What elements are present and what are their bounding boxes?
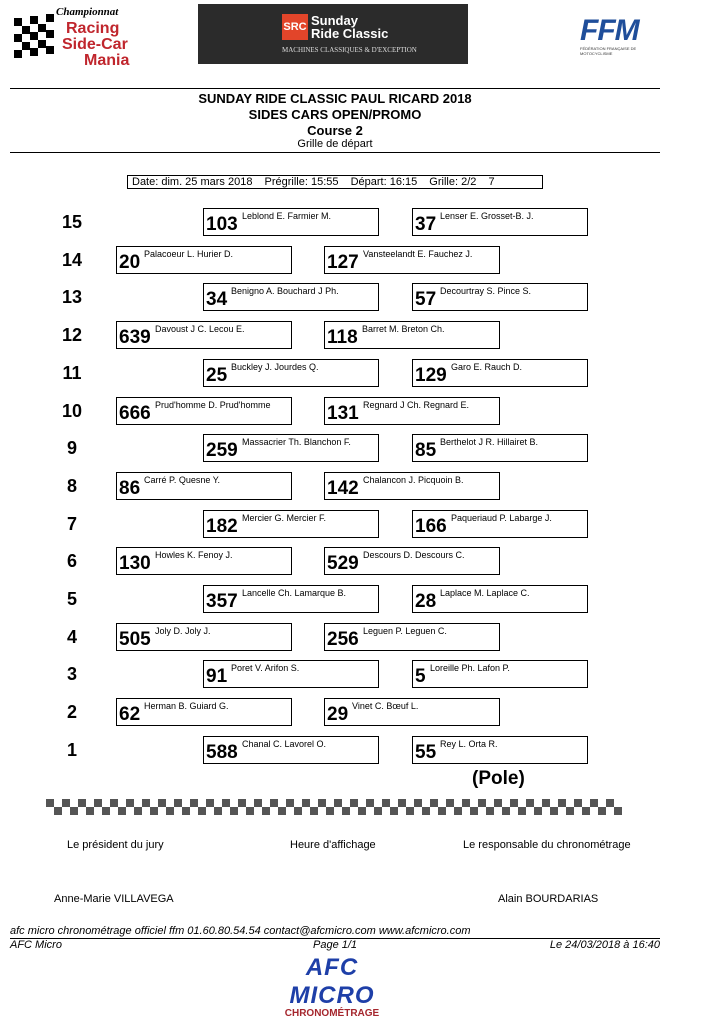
grid-slot-left	[116, 246, 292, 274]
pole-label: (Pole)	[472, 768, 525, 789]
checker-square	[286, 799, 294, 807]
checker-square	[590, 799, 598, 807]
checker-square	[198, 807, 206, 815]
race-number: 129	[415, 365, 447, 386]
crew-names: Descours D. Descours C.	[363, 550, 465, 560]
championnat-logo	[14, 6, 134, 68]
race-number: 103	[206, 214, 238, 235]
race-number: 37	[415, 214, 437, 235]
checker-square	[438, 807, 446, 815]
race-number: 29	[327, 704, 349, 725]
src-name-line2: Ride Classic	[311, 26, 389, 41]
grid-slot-left	[203, 359, 379, 387]
checker-square	[414, 799, 422, 807]
grid-slot-right	[412, 660, 588, 688]
checker-square	[174, 799, 182, 807]
race-number: 62	[119, 704, 141, 725]
info-depart: Départ: 16:15	[350, 176, 418, 188]
grid-slot-left	[203, 585, 379, 613]
grid-row-number: 7	[66, 514, 77, 534]
ffm-logo	[580, 14, 660, 54]
grid-slot-right	[324, 321, 500, 349]
grid-slot-right	[324, 397, 500, 425]
checker-square	[238, 799, 246, 807]
info-extra: 7	[488, 176, 495, 188]
checker-square	[470, 807, 478, 815]
race-number: 666	[119, 403, 151, 424]
checker-square	[350, 799, 358, 807]
checker-square	[478, 799, 486, 807]
race-number: 28	[415, 591, 437, 612]
race-number: 639	[119, 327, 151, 348]
checker-square	[158, 799, 166, 807]
race-number: 142	[327, 478, 359, 499]
afc-brand-sub: CHRONOMÉTRAGE	[284, 1008, 380, 1019]
checker-square	[566, 807, 574, 815]
sunday-ride-classic-logo	[198, 4, 468, 64]
grid-row-number: 4	[66, 627, 77, 647]
header-rule-bottom	[10, 152, 660, 153]
crew-names: Paqueriaud P. Labarge J.	[451, 513, 552, 523]
heure-label: Heure d'affichage	[290, 839, 376, 851]
header-rule-top	[10, 88, 660, 89]
footer-left: AFC Micro	[10, 939, 62, 951]
course-title: Course 2	[307, 123, 363, 138]
afc-brand: AFC MICRO	[289, 954, 375, 1009]
checker-square	[278, 807, 286, 815]
checker-square	[270, 799, 278, 807]
crew-names: Prud'homme D. Prud'homme	[155, 400, 271, 410]
info-date: Date: dim. 25 mars 2018	[132, 176, 253, 188]
grid-slot-right	[412, 510, 588, 538]
grid-subtitle: Grille de départ	[297, 138, 373, 150]
checker-square	[294, 807, 302, 815]
afc-micro-logo	[262, 954, 402, 1019]
checker-square	[430, 799, 438, 807]
grid-slot-left	[203, 434, 379, 462]
checker-square	[454, 807, 462, 815]
checker-square	[78, 799, 86, 807]
president-label: Le président du jury	[67, 839, 164, 851]
checker-square	[582, 807, 590, 815]
checker-square	[342, 807, 350, 815]
checker-square	[118, 807, 126, 815]
race-number: 256	[327, 629, 359, 650]
info-pregrille: Prégrille: 15:55	[264, 176, 339, 188]
race-number: 25	[206, 365, 228, 386]
crew-names: Leblond E. Farmier M.	[242, 211, 332, 221]
race-number: 85	[415, 440, 437, 461]
checker-square	[126, 799, 134, 807]
checker-square	[310, 807, 318, 815]
race-number: 182	[206, 516, 238, 537]
race-info-box	[127, 175, 543, 189]
crew-names: Davoust J C. Lecou E.	[155, 324, 245, 334]
crew-names: Vansteelandt E. Fauchez J.	[363, 249, 473, 259]
checker-square	[422, 807, 430, 815]
checker-square	[230, 807, 238, 815]
checker-square	[510, 799, 518, 807]
race-number: 505	[119, 629, 151, 650]
race-number: 20	[119, 252, 141, 273]
responsable-name: Alain BOURDARIAS	[498, 893, 599, 905]
logo-sidecar-text: Side-Car	[62, 36, 128, 53]
logo-mania-text: Mania	[84, 52, 130, 69]
grid-row-number: 10	[61, 401, 83, 421]
checker-square	[190, 799, 198, 807]
checker-square	[262, 807, 270, 815]
race-number: 166	[415, 516, 447, 537]
checker-square	[182, 807, 190, 815]
src-mark: SRC	[282, 14, 308, 40]
crew-names: Mercier G. Mercier F.	[242, 513, 327, 523]
category-title: SIDES CARS OPEN/PROMO	[248, 107, 422, 122]
grid-row-number: 8	[66, 476, 77, 496]
grid-slot-right	[412, 208, 588, 236]
checker-square	[222, 799, 230, 807]
checker-square	[534, 807, 542, 815]
src-name-line1: Sunday	[311, 13, 358, 28]
grid-slot-right	[324, 472, 500, 500]
checker-square	[358, 807, 366, 815]
crew-names: Howles K. Fenoy J.	[155, 550, 233, 560]
grid-slot-left	[116, 321, 292, 349]
grid-slot-left	[203, 510, 379, 538]
footer-date: Le 24/03/2018 à 16:40	[549, 939, 660, 951]
crew-names: Barret M. Breton Ch.	[362, 324, 445, 334]
crew-names: Palacoeur L. Hurier D.	[144, 249, 234, 259]
race-number: 259	[206, 440, 238, 461]
crew-names: Buckley J. Jourdes Q.	[231, 362, 319, 372]
checker-square	[150, 807, 158, 815]
checker-square	[494, 799, 502, 807]
grid-slot-left	[116, 698, 292, 726]
grid-slot-right	[412, 736, 588, 764]
grid-slot-left	[203, 283, 379, 311]
checker-square	[62, 799, 70, 807]
grid-slot-left	[116, 623, 292, 651]
grid-slot-right	[412, 585, 588, 613]
checker-square	[94, 799, 102, 807]
checker-square	[558, 799, 566, 807]
checkered-flag-icon	[14, 14, 58, 64]
grid-slot-right	[324, 698, 500, 726]
ffm-mark: FFM	[580, 14, 639, 47]
checker-square	[614, 807, 622, 815]
grid-row-number: 3	[66, 664, 77, 684]
checker-square	[134, 807, 142, 815]
checker-square	[374, 807, 382, 815]
race-number: 55	[415, 742, 437, 763]
race-number: 34	[206, 289, 228, 310]
grid-slot-right	[412, 283, 588, 311]
grid-slot-left	[116, 397, 292, 425]
crew-names: Massacrier Th. Blanchon F.	[242, 437, 351, 447]
race-number: 130	[119, 553, 151, 574]
race-number: 91	[206, 666, 228, 687]
checker-square	[406, 807, 414, 815]
checker-square	[54, 807, 62, 815]
race-number: 118	[327, 327, 358, 348]
crew-names: Decourtray S. Pince S.	[440, 286, 532, 296]
grid-slot-right	[412, 359, 588, 387]
crew-names: Joly D. Joly J.	[155, 626, 211, 636]
grid-slot-right	[412, 434, 588, 462]
crew-names: Lenser E. Grosset-B. J.	[440, 211, 534, 221]
grid-row-number: 9	[66, 438, 77, 458]
checker-square	[206, 799, 214, 807]
checkered-line	[46, 799, 622, 819]
ffm-sub: FÉDÉRATION FRANÇAISE DE MOTOCYCLISME	[580, 46, 637, 56]
crew-names: Vinet C. Bœuf L.	[352, 701, 419, 711]
crew-names: Poret V. Arifon S.	[231, 663, 300, 673]
checker-square	[542, 799, 550, 807]
checker-square	[518, 807, 526, 815]
crew-names: Lancelle Ch. Lamarque B.	[242, 588, 347, 598]
race-number: 5	[415, 666, 426, 687]
checker-square	[462, 799, 470, 807]
grid-row-number: 5	[66, 589, 77, 609]
grid-row-number: 6	[66, 551, 77, 571]
grid-slot-right	[324, 547, 500, 575]
checker-square	[46, 799, 54, 807]
grid-row-number: 13	[61, 287, 83, 307]
grid-row-number: 1	[66, 740, 77, 760]
checker-square	[598, 807, 606, 815]
race-number: 529	[327, 553, 359, 574]
crew-names: Carré P. Quesne Y.	[144, 475, 221, 485]
grid-slot-right	[324, 246, 500, 274]
crew-names: Laplace M. Laplace C.	[440, 588, 530, 598]
checker-square	[86, 807, 94, 815]
crew-names: Chanal C. Lavorel O.	[242, 739, 327, 749]
grid-row-number: 12	[61, 325, 83, 345]
checker-square	[326, 807, 334, 815]
crew-names: Berthelot J R. Hillairet B.	[440, 437, 539, 447]
footer-page: Page 1/1	[313, 939, 358, 951]
checker-square	[302, 799, 310, 807]
chrono-responsable-label: Le responsable du chronométrage	[463, 839, 631, 851]
logo-racing-text: Racing	[66, 20, 120, 37]
checker-square	[246, 807, 254, 815]
checker-square	[502, 807, 510, 815]
event-title: SUNDAY RIDE CLASSIC PAUL RICARD 2018	[198, 91, 472, 106]
checker-square	[214, 807, 222, 815]
race-number: 127	[327, 252, 359, 273]
race-number: 357	[206, 591, 238, 612]
crew-names: Leguen P. Leguen C.	[363, 626, 447, 636]
src-name	[311, 14, 388, 40]
checker-square	[70, 807, 78, 815]
crew-names: Regnard J Ch. Regnard E.	[363, 400, 470, 410]
checker-square	[486, 807, 494, 815]
checker-square	[606, 799, 614, 807]
checker-square	[446, 799, 454, 807]
checker-square	[550, 807, 558, 815]
grid-row-number: 2	[66, 702, 77, 722]
race-number: 131	[327, 403, 359, 424]
checker-square	[334, 799, 342, 807]
grid-slot-right	[324, 623, 500, 651]
crew-names: Loreille Ph. Lafon P.	[430, 663, 510, 673]
grid-slot-left	[203, 736, 379, 764]
logo-championnat-text: Championnat	[56, 6, 119, 18]
race-number: 57	[415, 289, 437, 310]
crew-names: Benigno A. Bouchard J Ph.	[231, 286, 339, 296]
president-name: Anne-Marie VILLAVEGA	[54, 893, 174, 905]
grid-slot-left	[203, 208, 379, 236]
crew-names: Herman B. Guiard G.	[144, 701, 229, 711]
grid-slot-left	[116, 472, 292, 500]
checker-square	[166, 807, 174, 815]
grid-row-number: 15	[61, 212, 83, 232]
grid-slot-left	[116, 547, 292, 575]
checker-square	[366, 799, 374, 807]
checker-square	[142, 799, 150, 807]
footer-contact: afc micro chronométrage officiel ffm 01.60.80.54.54 contact@afcmicro.com www.afcmicro.com	[10, 925, 471, 937]
checker-square	[382, 799, 390, 807]
checker-square	[390, 807, 398, 815]
grid-slot-left	[203, 660, 379, 688]
checker-square	[574, 799, 582, 807]
checker-square	[398, 799, 406, 807]
race-number: 86	[119, 478, 141, 499]
grid-row-number: 11	[62, 363, 82, 383]
info-grille: Grille: 2/2	[429, 176, 477, 188]
crew-names: Garo E. Rauch D.	[451, 362, 523, 372]
crew-names: Chalancon J. Picquoin B.	[363, 475, 464, 485]
checker-square	[526, 799, 534, 807]
checker-square	[254, 799, 262, 807]
race-number: 588	[206, 742, 238, 763]
grid-row-number: 14	[61, 250, 83, 270]
checker-square	[318, 799, 326, 807]
checker-square	[110, 799, 118, 807]
checker-square	[102, 807, 110, 815]
crew-names: Rey L. Orta R.	[440, 739, 498, 749]
src-tagline: MACHINES CLASSIQUES & D'EXCEPTION	[282, 46, 417, 54]
